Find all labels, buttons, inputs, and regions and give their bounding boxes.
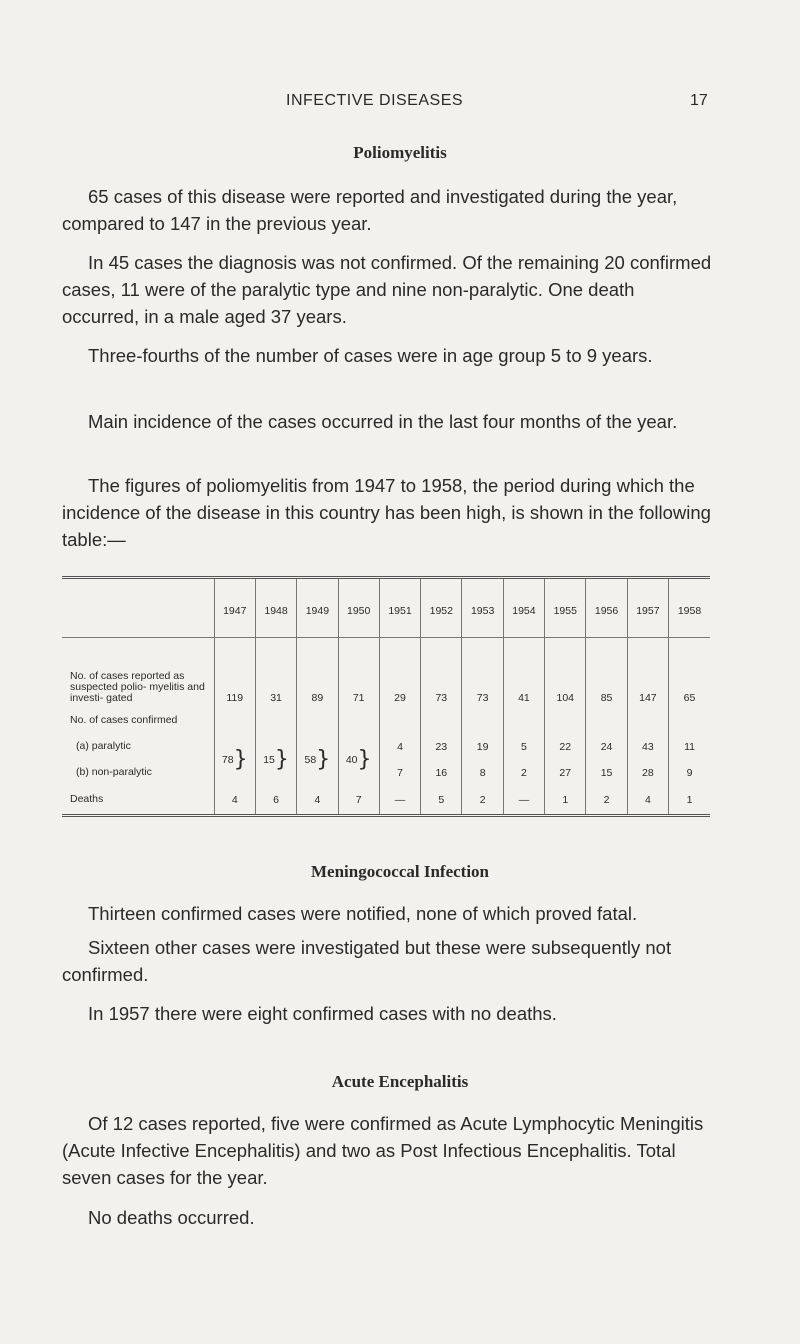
cell: 6 xyxy=(255,786,296,816)
cell: 4 xyxy=(627,786,668,816)
cell: 31 xyxy=(255,638,296,708)
cell: 19 xyxy=(462,734,503,760)
cell: 15 xyxy=(586,760,627,786)
cell: 22 xyxy=(545,734,586,760)
section-heading-poliomyelitis: Poliomyelitis xyxy=(353,143,447,162)
row-label: No. of cases confirmed xyxy=(70,714,178,726)
cell: 41 xyxy=(503,638,544,708)
cell: 89 xyxy=(297,638,338,708)
year-header: 1954 xyxy=(503,578,544,638)
paragraph: No deaths occurred. xyxy=(88,1207,255,1228)
cell: 104 xyxy=(545,638,586,708)
cell: 78 xyxy=(221,753,234,766)
cell: 27 xyxy=(545,760,586,786)
cell: 2 xyxy=(462,786,503,816)
year-header: 1949 xyxy=(297,578,338,638)
cell: 58 xyxy=(304,753,317,766)
year-header: 1958 xyxy=(669,578,710,638)
paragraph: Three-fourths of the number of cases were in age group 5 to 9 years. xyxy=(88,345,653,366)
running-title: INFECTIVE DISEASES xyxy=(286,92,464,109)
cell: 5 xyxy=(503,734,544,760)
cell: 1 xyxy=(669,786,710,816)
table-row-reported xyxy=(62,638,710,708)
combined-cell: 40} xyxy=(338,734,379,786)
cell: 1 xyxy=(545,786,586,816)
paragraph: Of 12 cases reported, five were confirmed as Acute Lymphocytic Meningitis (Acute Infective Encephalitis) and two as Post Infectious Encephalitis. Total seven cases for the year. xyxy=(62,1113,704,1188)
cell: 7 xyxy=(379,760,420,786)
paragraph: In 45 cases the diagnosis was not confirmed. Of the remaining 20 confirmed cases, 11 were of the paralytic type and nine non-paralytic. One death occurred, in a male aged 37 years. xyxy=(62,252,712,327)
year-header: 1953 xyxy=(462,578,503,638)
cell: 73 xyxy=(462,638,503,708)
page-header xyxy=(0,92,800,116)
year-header: 1948 xyxy=(255,578,296,638)
cell: 2 xyxy=(586,786,627,816)
cell: 29 xyxy=(379,638,420,708)
paragraph: Main incidence of the cases occurred in the last four months of the year. xyxy=(88,411,678,432)
cell: 15 xyxy=(263,753,275,766)
cell: 11 xyxy=(669,734,710,760)
cell: 8 xyxy=(462,760,503,786)
table-row-confirmed-label xyxy=(62,708,710,734)
section-heading-meningococcal: Meningococcal Infection xyxy=(311,862,489,881)
cell: 4 xyxy=(297,786,338,816)
paragraph: In 1957 there were eight confirmed cases with no deaths. xyxy=(88,1003,557,1024)
combined-cell: 58} xyxy=(297,734,338,786)
year-header: 1951 xyxy=(379,578,420,638)
cell: 119 xyxy=(214,638,255,708)
cell: 73 xyxy=(421,638,462,708)
cell: — xyxy=(379,786,420,816)
row-label: (a) paralytic xyxy=(76,740,131,752)
year-header: 1957 xyxy=(627,578,668,638)
cell: 4 xyxy=(214,786,255,816)
cell: 28 xyxy=(627,760,668,786)
row-label: Deaths xyxy=(62,786,214,816)
row-label: No. of cases reported as suspected polio- myelitis and investi- gated xyxy=(70,669,205,704)
cell: 16 xyxy=(421,760,462,786)
year-header: 1956 xyxy=(586,578,627,638)
paragraph: The figures of poliomyelitis from 1947 to 1958, the period during which the incidence of the disease in this country has been high, is shown in the following table:— xyxy=(62,475,711,550)
poliomyelitis-table xyxy=(62,576,710,817)
cell: 7 xyxy=(338,786,379,816)
cell: 9 xyxy=(669,760,710,786)
cell: 40 xyxy=(345,753,358,766)
cell: 71 xyxy=(338,638,379,708)
cell: 2 xyxy=(503,760,544,786)
page-number: 17 xyxy=(690,92,708,109)
cell: 5 xyxy=(421,786,462,816)
cell: 65 xyxy=(669,638,710,708)
year-header: 1947 xyxy=(214,578,255,638)
paragraph: Thirteen confirmed cases were notified, none of which proved fatal. xyxy=(88,903,638,924)
year-header: 1952 xyxy=(421,578,462,638)
combined-cell: 15} xyxy=(255,734,296,786)
paragraph: 65 cases of this disease were reported and investigated during the year, compared to 147 in the previous year. xyxy=(62,186,678,234)
paragraph: Sixteen other cases were investigated but these were subsequently not confirmed. xyxy=(62,937,672,985)
cell: 24 xyxy=(586,734,627,760)
cell: 4 xyxy=(379,734,420,760)
cell: 23 xyxy=(421,734,462,760)
table-row-paralytic xyxy=(62,734,710,760)
cell: 43 xyxy=(627,734,668,760)
year-header: 1955 xyxy=(545,578,586,638)
table-row-nonparalytic xyxy=(62,760,710,786)
table-row-deaths xyxy=(62,786,710,816)
cell: 147 xyxy=(627,638,668,708)
year-header: 1950 xyxy=(338,578,379,638)
cell: 85 xyxy=(586,638,627,708)
section-heading-encephalitis: Acute Encephalitis xyxy=(331,1072,469,1091)
cell: — xyxy=(503,786,544,816)
corner-cell xyxy=(62,578,214,638)
row-label: (b) non-paralytic xyxy=(76,766,152,778)
combined-cell: 78} xyxy=(214,734,255,786)
